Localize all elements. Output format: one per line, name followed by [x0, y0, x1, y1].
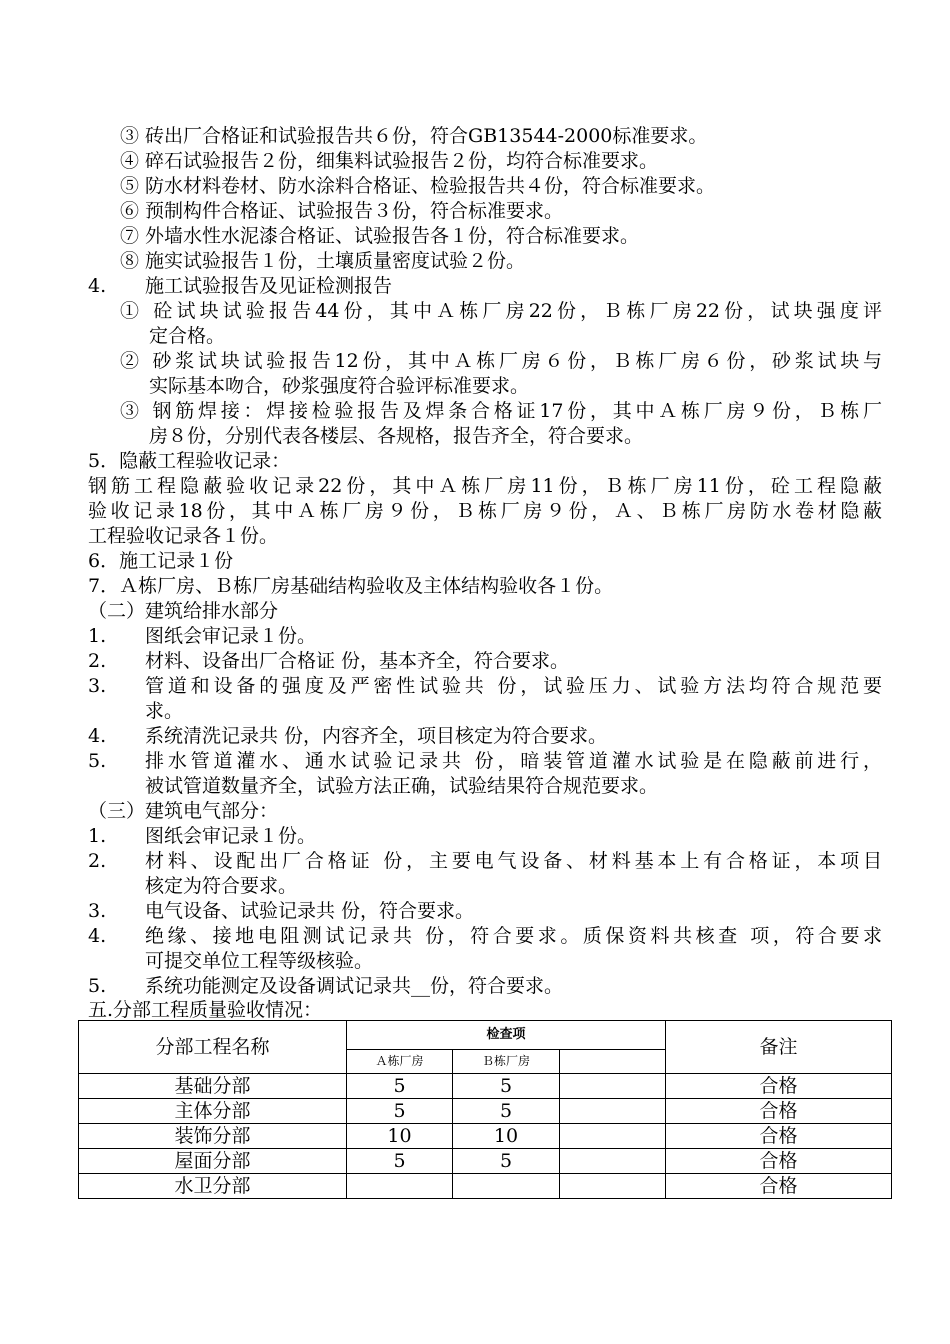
section-title: 5．隐蔽工程验收记录： — [88, 450, 291, 472]
cell-name: 水卫分部 — [79, 1174, 347, 1199]
list-item: 材料、设备出厂合格证 份，基本齐全，符合要求。 — [145, 650, 570, 672]
cell-c — [560, 1124, 666, 1149]
item-number: 3. — [88, 675, 107, 697]
list-item: 系统清洗记录共 份，内容齐全，项目核定为符合要求。 — [145, 725, 608, 747]
cell-b — [453, 1174, 560, 1199]
cell-a: 10 — [347, 1124, 453, 1149]
cell-c — [560, 1099, 666, 1124]
header-c — [560, 1049, 666, 1073]
item-number: 5. — [88, 750, 107, 772]
section-title: 施工试验报告及见证检测报告 — [145, 275, 393, 297]
cell-a: 5 — [347, 1074, 453, 1099]
cell-b: 10 — [453, 1124, 560, 1149]
material-item: ⑤ 防水材料卷材、防水涂料合格证、检验报告共４份，符合标准要求。 — [120, 175, 716, 197]
section-title: 7．Ａ栋厂房、Ｂ栋厂房基础结构验收及主体结构验收各１份。 — [88, 575, 614, 597]
table-row — [79, 1124, 892, 1149]
quality-table — [78, 1020, 892, 1199]
test-item-line: ③ 钢筋焊接：焊接检验报告及焊条合格证17份，其中Ａ栋厂房９份，Ｂ栋厂 — [120, 400, 882, 422]
list-item: 管道和设备的强度及严密性试验共 份，试验压力、试验方法均符合规范要 — [145, 675, 882, 697]
cell-c — [560, 1174, 666, 1199]
header-a: Ａ栋厂房 — [347, 1049, 453, 1073]
test-item-line: 房８份，分别代表各楼层、各规格，报告齐全，符合要求。 — [149, 425, 644, 447]
paragraph-line: 工程验收记录各１份。 — [88, 525, 279, 547]
section-title: 五.分部工程质量验收情况： — [88, 999, 323, 1021]
header-note: 备注 — [666, 1021, 892, 1074]
cell-note: 合格 — [666, 1124, 892, 1149]
material-item: ④ 碎石试验报告２份，细集料试验报告２份，均符合标准要求。 — [120, 150, 659, 172]
item-number: 4. — [88, 925, 107, 947]
list-item: 绝缘、接地电阻测试记录共 份，符合要求。质保资料共核查 项，符合要求 — [145, 925, 882, 947]
table-row — [79, 1149, 892, 1174]
item-number: 5. — [88, 975, 107, 997]
header-check: 检查项 — [347, 1021, 666, 1050]
header-b: Ｂ栋厂房 — [453, 1049, 560, 1073]
table-row — [79, 1099, 892, 1124]
material-item: ⑧ 施实试验报告１份，土壤质量密度试验２份。 — [120, 250, 526, 272]
cell-note: 合格 — [666, 1149, 892, 1174]
paragraph-line: 钢筋工程隐蔽验收记录22份，其中Ａ栋厂房11份，Ｂ栋厂房11份，砼工程隐蔽 — [88, 475, 882, 497]
header-name: 分部工程名称 — [79, 1021, 347, 1074]
item-number: 2. — [88, 650, 107, 672]
cell-a: 5 — [347, 1149, 453, 1174]
subsection-heading: （三）建筑电气部分： — [88, 800, 279, 822]
cell-name: 装饰分部 — [79, 1124, 347, 1149]
cell-b: 5 — [453, 1099, 560, 1124]
item-number: 1. — [88, 825, 107, 847]
cell-b: 5 — [453, 1149, 560, 1174]
item-number: 3. — [88, 900, 107, 922]
material-item: ③ 砖出厂合格证和试验报告共６份，符合GB13544-2000标准要求。 — [120, 125, 708, 147]
test-item-line: ② 砂浆试块试验报告12份，其中Ａ栋厂房６份，Ｂ栋厂房６份，砂浆试块与 — [120, 350, 882, 372]
test-item-line: ① 砼试块试验报告44份，其中Ａ栋厂房22份，Ｂ栋厂房22份，试块强度评 — [120, 300, 882, 322]
material-item: ⑥ 预制构件合格证、试验报告３份，符合标准要求。 — [120, 200, 564, 222]
subsection-heading: （二）建筑给排水部分 — [88, 600, 279, 622]
list-item: 可提交单位工程等级核验。 — [145, 950, 374, 972]
list-item: 排水管道灌水、通水试验记录共 份，暗装管道灌水试验是在隐蔽前进行， — [145, 750, 882, 772]
cell-name: 基础分部 — [79, 1074, 347, 1099]
list-item: 图纸会审记录１份。 — [145, 825, 317, 847]
item-number: 4. — [88, 725, 107, 747]
section-number: 4. — [88, 275, 107, 297]
cell-note: 合格 — [666, 1099, 892, 1124]
cell-name: 屋面分部 — [79, 1149, 347, 1174]
cell-c — [560, 1074, 666, 1099]
cell-b: 5 — [453, 1074, 560, 1099]
list-item: 被试管道数量齐全，试验方法正确，试验结果符合规范要求。 — [145, 775, 659, 797]
cell-a: 5 — [347, 1099, 453, 1124]
list-item: 求。 — [145, 700, 184, 722]
test-item-line: 定合格。 — [149, 325, 226, 347]
cell-note: 合格 — [666, 1174, 892, 1199]
table-row — [79, 1074, 892, 1099]
cell-a — [347, 1174, 453, 1199]
cell-c — [560, 1149, 666, 1174]
cell-name: 主体分部 — [79, 1099, 347, 1124]
table-row — [79, 1174, 892, 1199]
item-number: 1. — [88, 625, 107, 647]
section-title: 6．施工记录１份 — [88, 550, 234, 572]
material-item: ⑦ 外墙水性水泥漆合格证、试验报告各１份，符合标准要求。 — [120, 225, 640, 247]
cell-note: 合格 — [666, 1074, 892, 1099]
paragraph-line: 验收记录18份，其中Ａ栋厂房９份，Ｂ栋厂房９份，Ａ、Ｂ栋厂房防水卷材隐蔽 — [88, 500, 882, 522]
list-item: 材料、设配出厂合格证 份，主要电气设备、材料基本上有合格证，本项目 — [145, 850, 882, 872]
test-item-line: 实际基本吻合，砂浆强度符合验评标准要求。 — [149, 375, 530, 397]
list-item: 系统功能测定及设备调试记录共__份，符合要求。 — [145, 975, 564, 997]
list-item: 电气设备、试验记录共 份，符合要求。 — [145, 900, 475, 922]
list-item: 核定为符合要求。 — [145, 875, 298, 897]
list-item: 图纸会审记录１份。 — [145, 625, 317, 647]
item-number: 2. — [88, 850, 107, 872]
